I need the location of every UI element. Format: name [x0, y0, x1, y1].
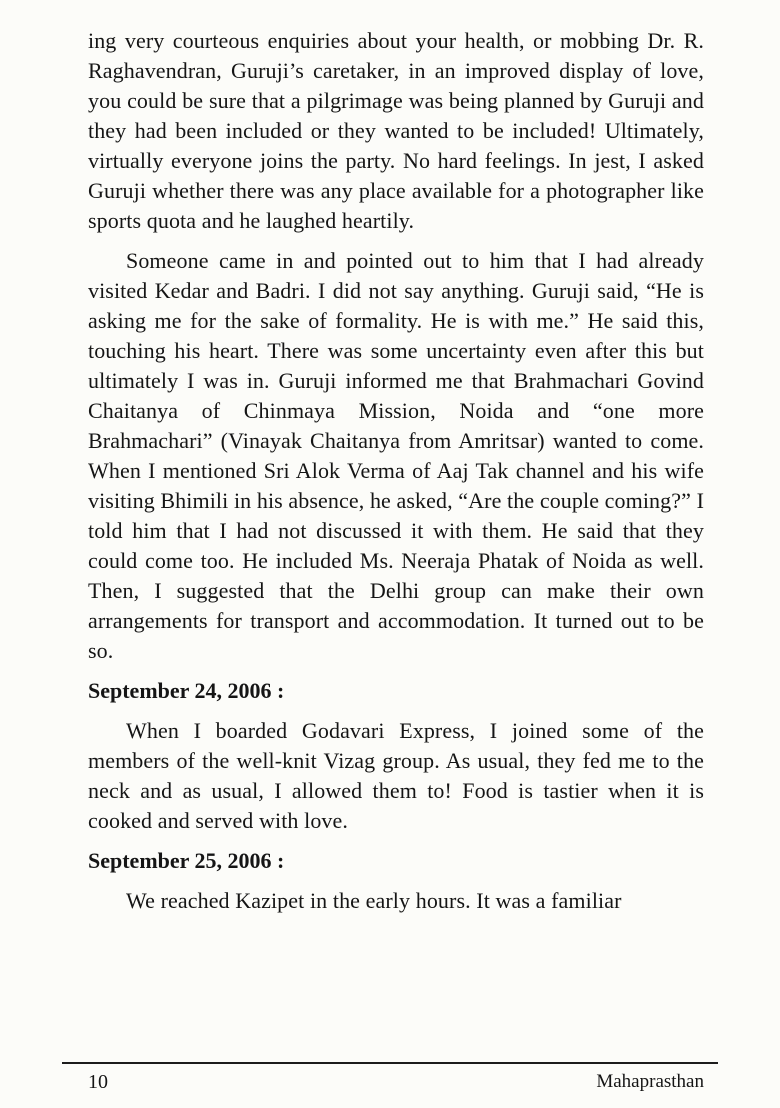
- book-title: Mahaprasthan: [596, 1071, 704, 1092]
- paragraph-continuation: ing very courteous enquiries about your health, or mobbing Dr. R. Raghavendran, Guruji’s caretaker, in an improved display of love, you could be sure that a pilgrimage was being planned by Guruji and they had been included or they wanted to be included! Ultimately, virtually everyone joins the party. No hard feelings. In jest, I asked Guruji whether there was any place available for a photographer like sports quota and he laughed heartily.: [88, 28, 704, 233]
- page-number: 10: [88, 1071, 108, 1093]
- page-body: [88, 26, 704, 1062]
- date-heading-september-25: September 25, 2006 :: [88, 848, 285, 873]
- paragraph: We reached Kazipet in the early hours. It was a familiar: [126, 888, 622, 913]
- date-heading-september-24: September 24, 2006 :: [88, 678, 285, 703]
- paragraph: Someone came in and pointed out to him that I had already visited Kedar and Badri. I did not say anything. Guruji said, “He is asking me for the sake of formality. He is with me.” He said this, touching his heart. There was some uncertainty even after this but ultimately I was in. Guruji informed me that Brahmachari Govind Chaitanya of Chinmaya Mission, Noida and “one more Brahmachari” (Vinayak Chaitanya from Amritsar) wanted to come. When I mentioned Sri Alok Verma of Aaj Tak channel and his wife visiting Bhimili in his absence, he asked, “Are the couple coming?” I told him that I had not discussed it with them. He said that they could come too. He included Ms. Neeraja Phatak of Noida as well. Then, I suggested that the Delhi group can make their own arrangements for transport and accommodation. It turned out to be so.: [88, 248, 705, 663]
- page-footer: [62, 1062, 718, 1108]
- paragraph: When I boarded Godavari Express, I joined some of the members of the well-knit Vizag group. As usual, they fed me to the neck and as usual, I allowed them to! Food is tastier when it is cooked and served with love.: [88, 718, 704, 833]
